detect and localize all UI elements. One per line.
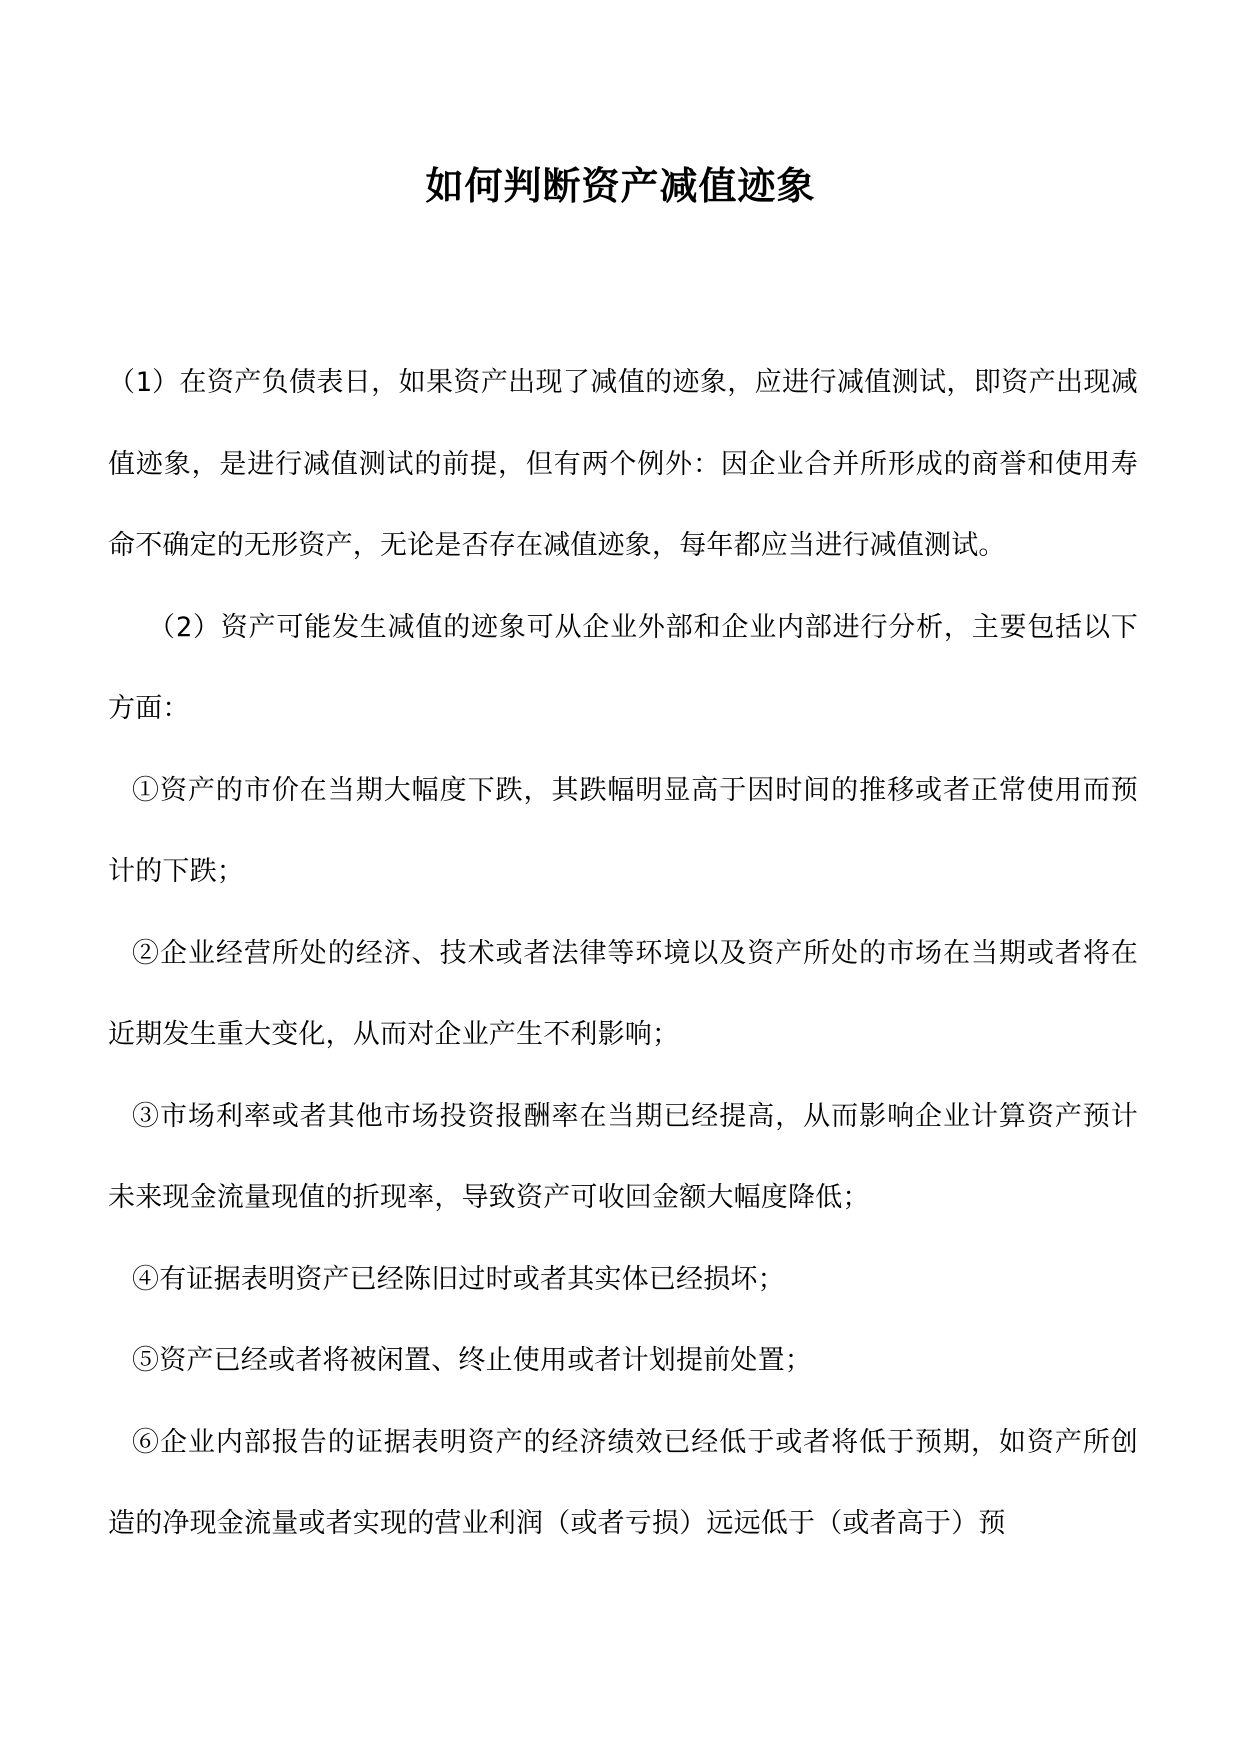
list-item-2: ②企业经营所处的经济、技术或者法律等环境以及资产所处的市场在当期或者将在近期发生重大变化，从而对企业产生不利影响；: [108, 937, 1138, 1050]
list-item-6: ⑥企业内部报告的证据表明资产的经济绩效已经低于或者将低于预期，如资产所创造的净现金流量或者实现的营业利润（或者亏损）远远低于（或者高于）预: [108, 1426, 1138, 1539]
list-item-3: ③市场利率或者其他市场投资报酬率在当期已经提高，从而影响企业计算资产预计未来现金流量现值的折现率，导致资产可收回金额大幅度降低；: [108, 1100, 1138, 1213]
list-item-4: ④有证据表明资产已经陈旧过时或者其实体已经损坏；: [132, 1263, 785, 1295]
list-item-1: ①资产的市价在当期大幅度下跌，其跌幅明显高于因时间的推移或者正常使用而预计的下跌；: [108, 774, 1138, 887]
paragraph-1: （1）在资产负债表日，如果资产出现了减值的迹象，应进行减值测试，即资产出现减值迹象，是进行减值测试的前提，但有两个例外：因企业合并所形成的商誉和使用寿命不确定的无形资产，无论是否存在减值迹象，每年都应当进行减值测试。: [108, 367, 1138, 561]
document-title: 如何判断资产减值迹象: [425, 163, 816, 208]
paragraph-2: （2）资产可能发生减值的迹象可从企业外部和企业内部进行分析，主要包括以下方面：: [108, 611, 1138, 724]
list-item-5: ⑤资产已经或者将被闲置、终止使用或者计划提前处置；: [132, 1345, 812, 1376]
document-body: [108, 342, 1138, 1565]
